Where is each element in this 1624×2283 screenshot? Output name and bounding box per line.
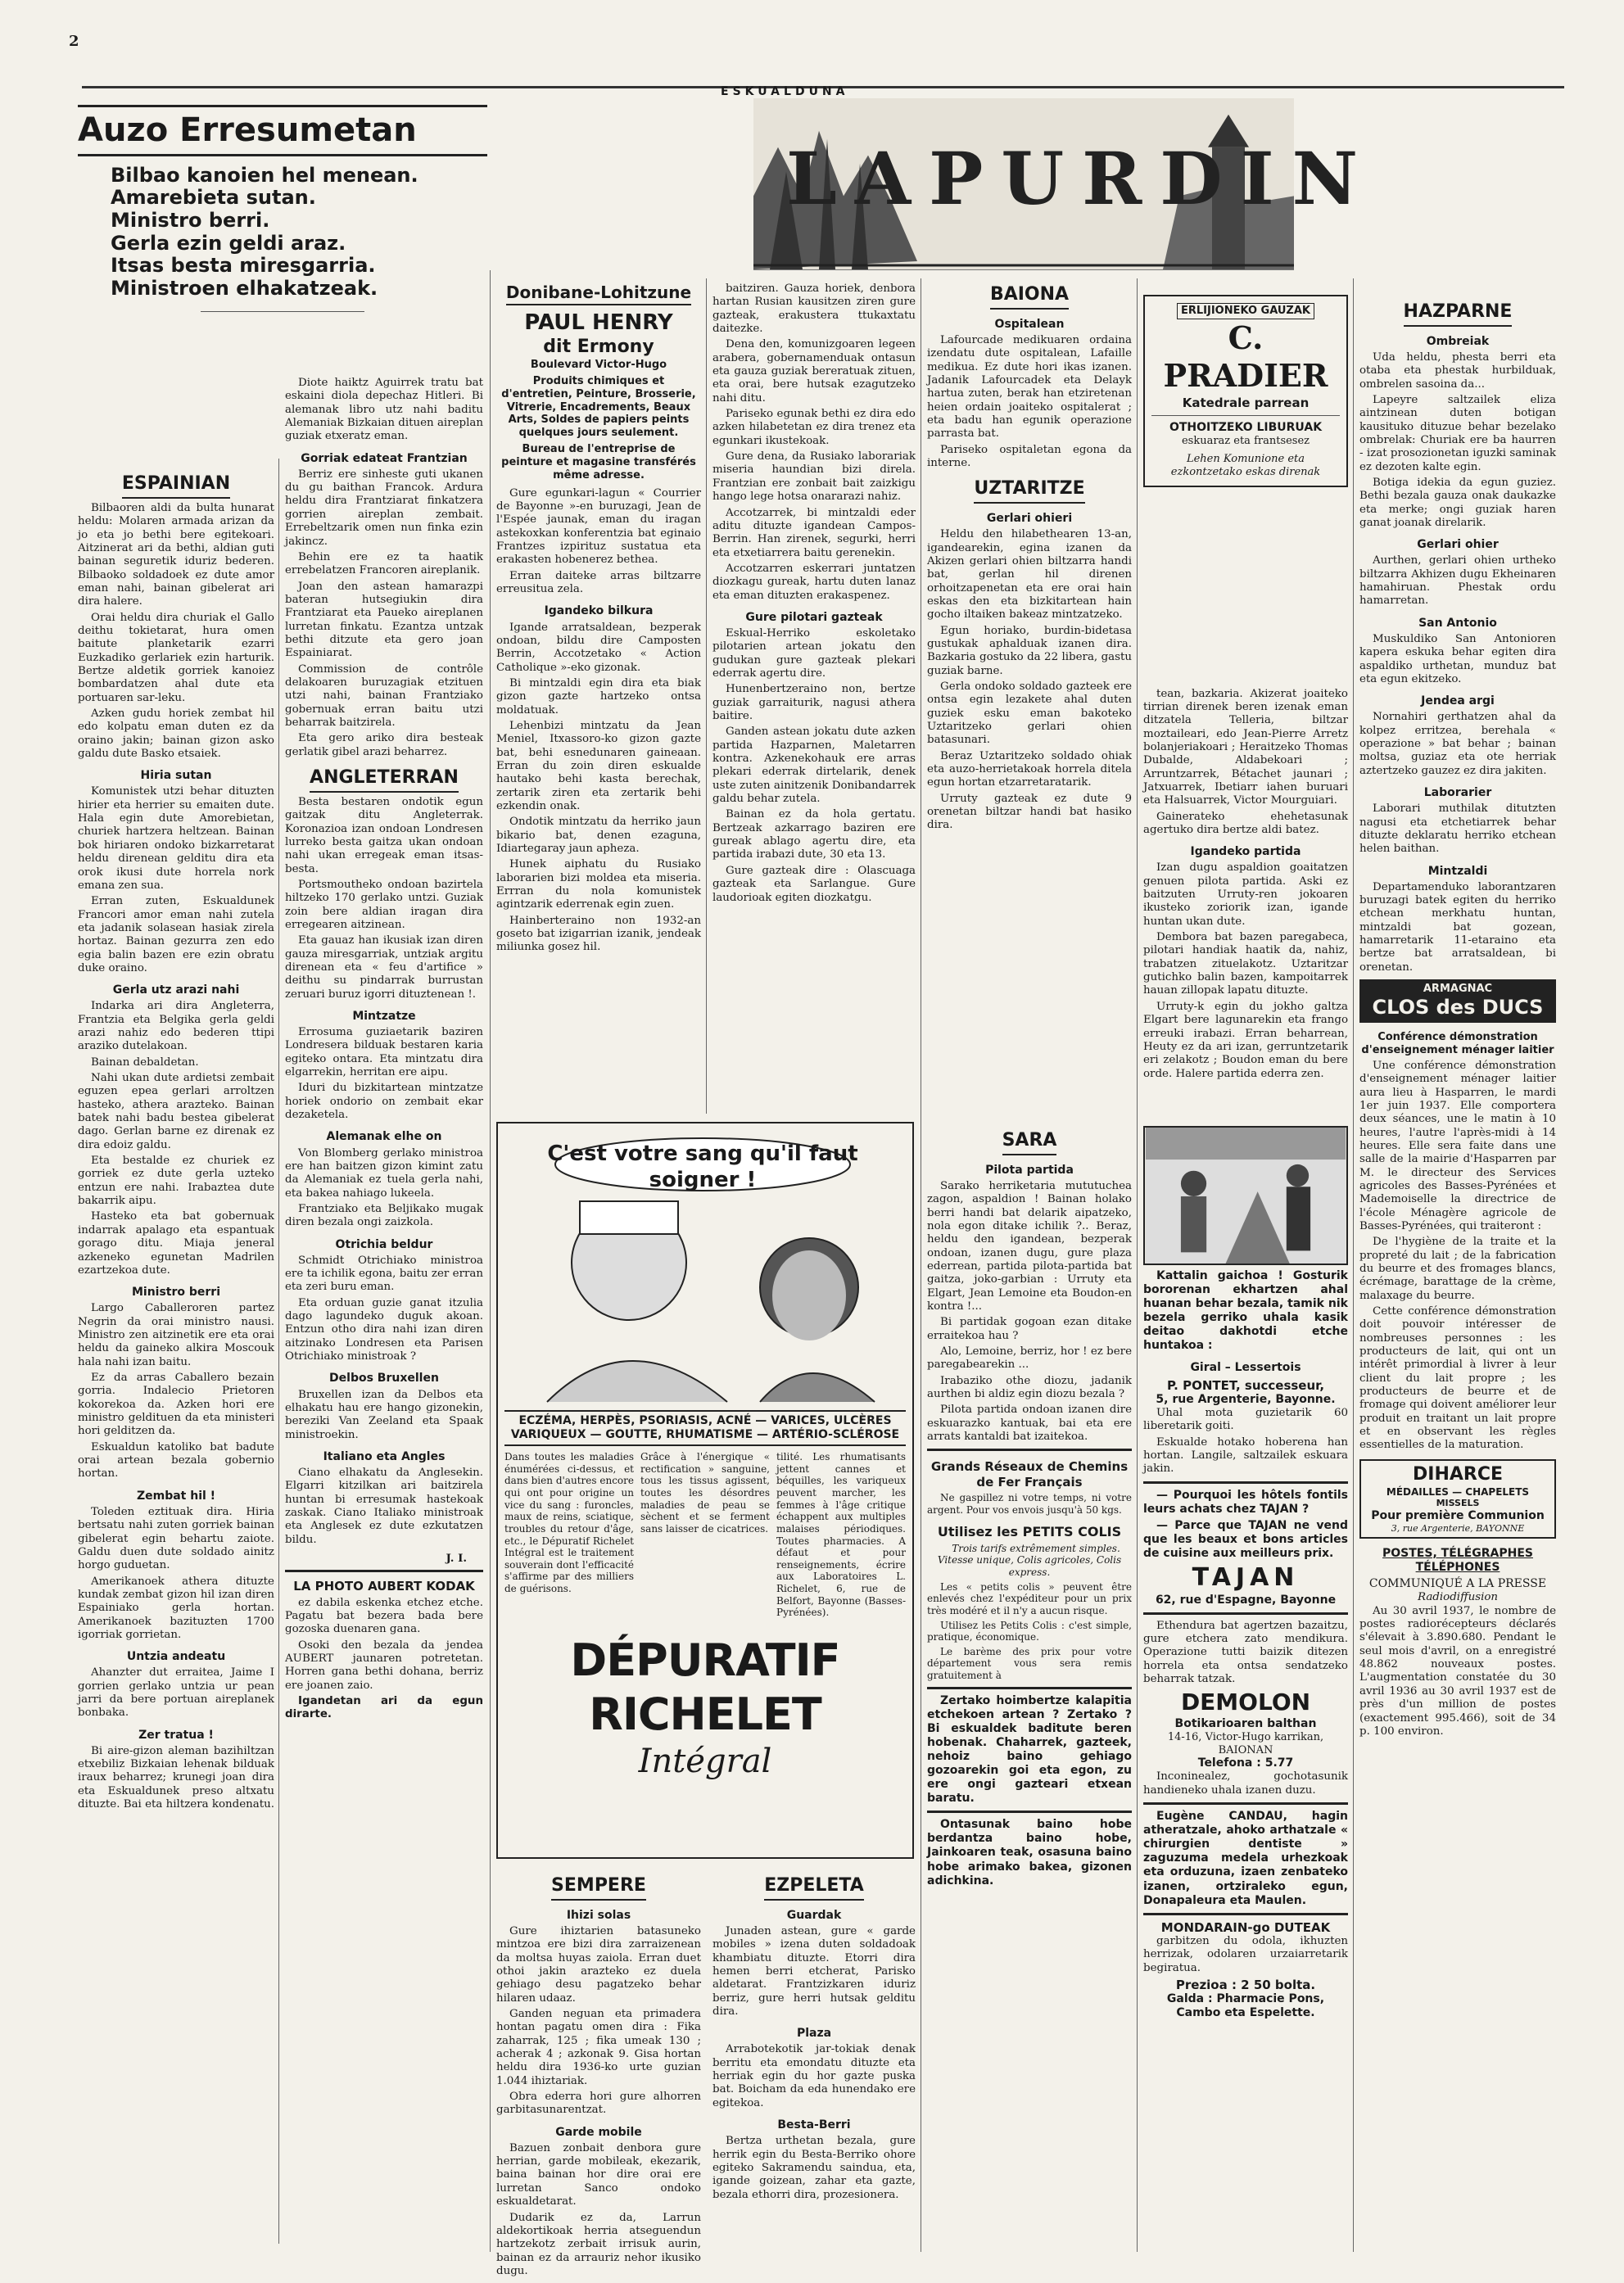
gerla-p7: Bainan debaldetan. xyxy=(91,1056,199,1069)
sempere-p1: Gure ihiztarien batasuneko mintzoa ere bizi dira zarraizenean da moltsa huyas zaiola. Erran duet othoi jakin arazteko ez duela gehiago desu pagatzeko behar hilaren udaaz. xyxy=(496,1924,701,2005)
fer-util: Utilisez les PETITS COLIS xyxy=(937,1524,1122,1540)
fer-p1: Ne gaspillez ni votre temps, ni votre argent. Pour vos envois jusqu'à 50 kgs. xyxy=(927,1492,1132,1516)
san-antonio-heading: San Antonio xyxy=(1418,616,1497,630)
sara-p1: Sarako herriketaria mututuchea zagon, aspaldion ! Bainan holako berri handi bat delarik aipatzeko, nola egon ditake ichilik ?.. Beraz, heldu den igandean, bezperak ondoan, izanen dugu, gure plaza ederrean, partida pilota-partida bat gaitza, joko-garbian : Urruty eta Elgart, Jean Lemoine eta Boudon-en kontra !... xyxy=(927,1179,1132,1313)
postes-heading: POSTES, TÉLÉGRAPHES TÉLÉPHONES xyxy=(1382,1547,1533,1575)
col3-p2: Erran daiteke arras biltzarre erreusitua zela. xyxy=(496,569,701,596)
sempere-p3: Obra ederra hori gure alhorren garbitasunarentzat. xyxy=(496,2091,701,2117)
col2-p19: Osoki den bezala da jendea AUBERT jaunaren potretetan. Horren gana bethi dohana, berriz ere joanen zaio. xyxy=(285,1639,483,1692)
column-baiona xyxy=(927,283,1132,1118)
paul-henry-dit: dit Ermony xyxy=(543,337,654,358)
clos-title: CLOS des DUCS xyxy=(1372,995,1544,1019)
col7-p4: Aurthen, gerlari ohien urtheko biltzarra Akhizen dugu Ekheinaren hamahiruan. Phestak ordu hamarretan. xyxy=(1359,554,1556,608)
col7-p8: Departamenduko laborantzaren buruzagi batek egiten du herriko etchean merkhatu huntan, mintzaldi bat gozean, hamarretarik 11-etaraino eta bertze bat arratsaldean, bi orenetan. xyxy=(1359,880,1556,974)
col6b-p2: Eskualde hotako hoberena han hortan. Langile, saltzailek eskuara jakin. xyxy=(1143,1435,1348,1476)
demolon-name: DEMOLON xyxy=(1180,1689,1311,1716)
guardak-heading: Guardak xyxy=(786,1908,842,1922)
teaser-3: Ministro berri. xyxy=(111,208,270,232)
zembat-heading: Zembat hil ! xyxy=(136,1489,216,1503)
kattalin-text: Kattalin gaichoa ! Gosturik bororenan ekhartzen ahal huanan behar bezala, tamik nik bezela gerriko uhala kasik deitao dakhotdi etche huntakoa : xyxy=(1143,1269,1348,1353)
ontasunak-ad: Ontasunak baino hobe berdantza baino hobe, Jainkoaren teak, osasuna baino hobe arimako bakea, gizonen adichkina. xyxy=(927,1818,1132,1887)
col2-p10: Errosuma guziaetarik baziren Londresera bilduak bestaren karia egiteko ontara. Eta mintzatu dira elgarrekin, herritan ere aipu. xyxy=(285,1026,483,1079)
teaser-6: Ministroen elhakatzeak. xyxy=(111,276,378,300)
gerla-heading: Gerla utz arazi nahi xyxy=(112,983,240,997)
col5-p1: Lafourcade medikuaren ordaina izendatu dute ospitalean, Lafaille medikua. Ez dute hori ikas izanen. Jadanik Lafourcadek eta Delayk hartua zuten, berak han etziretenan heien ordain joaiteko ospitalerat ; eta badu han egunik operazione parrasta bat. xyxy=(927,333,1132,441)
col5-p5: Gerla ondoko soldado gazteek ere ontsa egin lezakete ahal duten guziek esku eman bakoteko Uztaritzeko gerlari ohien batasunari. xyxy=(927,680,1132,747)
pradier-katedrale: Katedrale parrean xyxy=(1182,395,1310,410)
sang-body-right: tilité. Les rhumatisants jettent cannes et béquilles, les variqueux peuvent marcher, les femmes à l'âge critique échappent aux multiples malaises périodiques. Toutes pharmacies. A défaut et pour renseignements, écrire aux Laboratoires L. Richelet, 6, rue de Belfort, Bayonne (Basses-Pyrénées). xyxy=(776,1451,906,1619)
diharce-line3: Pour première Communion xyxy=(1371,1508,1545,1522)
hiria-heading: Hiria sutan xyxy=(140,769,212,783)
col7-p2: Lapeyre saltzailek eliza aintzinean duten botigan kausituko dituzue behar bezelako ombrelak: Churiak ere ba haurren - izat prosozionetan iguzki saminak ez dezoten kalte egin. xyxy=(1359,393,1556,473)
col7-p5: Muskuldiko San Antonioren kapera eskuka behar egiten dira aspaldiko urthetan, munduz bat eta egun ekitzeko. xyxy=(1359,632,1556,685)
col2-p13: Frantziako eta Beljikako mugak diren bezala ongi zaizkola. xyxy=(285,1202,483,1229)
col2-p6: Eta gero ariko dira besteak gerlatik gibel arazi beharrez. xyxy=(285,732,483,758)
hiria-p5: Erran zuten, Eskualdunek Francori amor eman nahi zutela eta jadanik solasean hasiak zirela hortaz. Bainan gezurra zen edo egia balin bazen ere ezin obratu duke oraino. xyxy=(78,895,274,974)
col4-p2: Dena den, komunizgoaren legeen arabera, gobernamenduak ontasun eta gauza guziak bereratuak zituen, eta orai, bere hutsak ezagutzeko nahi ditu. xyxy=(712,338,916,405)
kattalin-illustration xyxy=(1143,1126,1348,1265)
column-two xyxy=(285,377,483,2252)
sempere-p2: Ganden neguan eta primadera hontan pagatu omen dira : Fika zaharrak, 125 ; fika umeak 130 ; acherak 4 ; azkonak 9. Gisa hortan heldu dira 1936-ko urte guzian 1.044 ihiztariak. xyxy=(496,2007,701,2087)
sara-heading: SARA xyxy=(1002,1130,1057,1155)
col3-p1: Gure egunkari-lagun « Courrier de Bayonne »-en buruzagi, Jean de l'Espée jaunak, eman du iragan astekoxkan konferentzia bat eginaio Frantzes izpirituz sustatua eta erakasten hobenerez bethea. xyxy=(496,486,701,567)
gorriak-heading: Gorriak edateat Frantzian xyxy=(301,451,468,465)
teaser-5: Itsas besta miresgarria. xyxy=(111,254,376,278)
col4-p7: Eskual-Herriko eskoletako pilotarien artean jokatu den gudukan gure gazteak plekari ederrak agertu dire. xyxy=(712,626,916,680)
auzo-title: Auzo Erresumetan xyxy=(78,105,487,156)
fer-p2: Les « petits colis » peuvent être enlevés chez l'expéditeur pour un prix très modéré et il n'y a aucun risque. xyxy=(927,1580,1132,1616)
zembat-p15: Amerikanoek athera dituzte kundak zembat gizon hil izan diren Espainiako gerla hortan. Amerikanoek bazituzten 1700 igorriak gorrietan. xyxy=(78,1575,274,1641)
zer-p17: Bi aire-gizon aleman bazihiltzan etxebiliz Bizkaian lehenak bilduak iraux beharrez; krunegi joan dira eta Eskualdunek preso altxatu dituzte. Bai eta hiltzera kondenatu. xyxy=(78,1744,274,1811)
col2-p16: Bruxellen izan da Delbos eta elhakatu hau ere hango gizonekin, bereziki Van Zeeland eta Spaak ministroekin. xyxy=(285,1388,483,1441)
col4-p9: Ganden astean jokatu dute azken partida Hazparnen, Maletarren kontra. Azkenekohauk ere arras plekari ederrak dirtelarik, denek uste zuten ainitzenik Donibandarrek galdu behar zutela. xyxy=(712,726,916,806)
col2-p12: Von Blomberg gerlako ministroa ere han baitzen gizon kimint zatu da Alemaniak ez tuela gerla nahi, eta bakea nahiago lukeela. xyxy=(285,1146,483,1200)
sang-slogan: C'est votre sang qu'il faut soigner ! xyxy=(547,1142,858,1192)
diharce-ad xyxy=(1359,1459,1556,1539)
col3-p7: Hunek aiphatu du Rusiako laborarien bizi moldea eta miseria. Errran du nola komunistek agintzarik ederrenak egin zuen. xyxy=(496,858,701,911)
diharce-name: DIHARCE xyxy=(1413,1463,1503,1485)
pradier-ad xyxy=(1143,295,1348,487)
mondarain-cambo: Cambo eta Espelette. xyxy=(1176,2006,1315,2020)
gure-pilotari-heading: Gure pilotari gazteak xyxy=(745,610,883,624)
delbos-heading: Delbos Bruxellen xyxy=(329,1372,439,1386)
col3-p5: Lehenbizi mintzatu da Jean Meniel, Itxassoro-ko gizon gazte bat, behi esnedunaren gaineaan. Erran du zoin diren eskualde hautako behi kasta berechak, zertarik ziren eta zertarik behi ezkendin onak. xyxy=(496,719,701,812)
col7-p9: Une conférence démonstration d'enseignement ménager laitier aura lieu à Hasparren, le mardi 1er juin 1937. Elle comportera deux séances, une le matin à 10 heures, l'autre l'après-midi à 14 heures. Elle sera faite dans une salle de la mairie d'Hasparren par M. le directeur des Services agricoles des Basses-Pyrénées et Mademoiselle la directrice de l'école Ménagère agricole de Basses-Pyrénées, qui traiteront : xyxy=(1359,1059,1556,1232)
paper-name: ESKUALDUNA xyxy=(721,85,849,98)
diharce-line2: MISSELS xyxy=(1436,1498,1480,1509)
sang-ad xyxy=(496,1122,914,1859)
pradier-name: C. PRADIER xyxy=(1163,319,1328,395)
espainian-p1: Bilbaoren aldi da bulta hunarat heldu: Molaren armada arizan da jo eta jo bethi bere egitekoari. Aitzinerat ari da bethi, aldian guti bainan seguretik iduriz bederen. Bilbaoko soldadoek ez dute amor eman nahi, bainan gibelerat ari dira halere. xyxy=(78,501,274,608)
column-hazparne xyxy=(1359,293,1556,2250)
pontet-address: 5, rue Argenterie, Bayonne. xyxy=(1156,1392,1336,1406)
sara-p5: Pilota partida ondoan izanen dire eskuarazko kantuak, bai eta ere arrats kantaldi bat izaitekoa. xyxy=(927,1404,1132,1444)
sang-body-mid: Grâce à l'énergique « rectification » sanguine, tous les tissus agissent, toutes les désordres maladies de peau se sèchent et se ferment sans laisser de cicatrices. xyxy=(640,1451,770,1535)
column-four xyxy=(712,283,916,1118)
zertako-ad: Zertako hoimbertze kalapitia etchekoen artean ? Zertako ? Bi eskualdek baditute beren hobenak. Chaharrek, gazteek, nehoiz baino gehiago gozoarekin goi eta egon, zu ere ongi gazteari etxean baratu. xyxy=(927,1693,1132,1806)
col2-p9: Eta gauaz han ikusiak izan diren gauza miresgarriak, untziak argitu direnean eta « feu d'artifice » deithu su pindarrak burrustan zeruari buruz igorri dituztenean !. xyxy=(285,934,483,1001)
col4-p1: baitziren. Gauza horiek, denbora hartan Rusian kausitzen ziren gure gazteak, erakustera ttukaxtatu daitezke. xyxy=(712,283,916,336)
pradier-lehen: Lehen Komunione eta ezkontzetako eskas direnak xyxy=(1170,452,1321,478)
col3-p8: Hainberteraino non 1932-an goseto bat izigarrian izanik, jendeak miliunka gosez hil. xyxy=(496,914,701,954)
col6-p5: Urruty-k egin du jokho galtza Elgart bere lagunarekin eta frango erreuki irabazi. Erran beharrean, Heuty ez da ari izan, gerruntzetarik eri zelakotz ; Boudon eman du bere orde. Halere partida ederra zen. xyxy=(1143,1000,1348,1080)
gerla-p6: Indarka ari dira Angleterra, Frantzia eta Belgika gerla geldi arazi nahiz edo bederen ttipi araziko dutelakoan. xyxy=(78,1000,274,1053)
column-sara xyxy=(927,1122,1132,2252)
baiona-heading: BAIONA xyxy=(990,284,1069,310)
col2-p14: Schmidt Otrichiako ministroa ere ta ichilik egona, baitu zer erran eta zeri buru eman. xyxy=(285,1254,483,1294)
hiria-p4: Komunistek utzi behar dituzten hirier eta herrier su emaiten dute. Hala egin dute Amorebietan, churiek hartzera heltzean. Bainan bok hiriaren ondoko bizkarretarat heldu direnean gelditu dira eta orok ikusi dute horrela nork emana zen sua. xyxy=(78,785,274,892)
signature: J. I. xyxy=(446,1552,467,1566)
gerla-p9: Eta bestalde ez churiek ez gorriek ez dute gerla uzteko entzun ere nahi. Irabaztea dute bakarrik aipu. xyxy=(78,1155,274,1208)
col2-p1: Diote haiktz Aguirrek tratu bat eskaini diola depechaz Hitleri. Bi alemanak libro utz nahi baditu Alemaniak Bizkaian dituen aireplan guziak etxeratz eman. xyxy=(285,377,483,443)
col4-p4: Gure dena, da Rusiako laborariak miseria haundian bizi direla. Frantzian ere zonbait bait zaizkigu hango lege hotsa onararazi nahiz. xyxy=(712,450,916,504)
ministro-p12: Ez da arras Caballero bezain gorria. Indalecio Prietoren kokorekoa da. Azken hori ere ministro geldituen da eta ministeri hori gelditzen da. xyxy=(78,1372,274,1438)
col2-p20: Igandetan ari da egun dirarte. xyxy=(285,1695,483,1721)
demolon-line2: Botikarioaren balthan xyxy=(1174,1716,1317,1730)
sempere-heading: SEMPERE xyxy=(551,1875,646,1901)
col3-p3: Igande arratsaldean, bezperak ondoan, bildu dire Camposten Berrin, Accotzetako « Action Catholique »-eko gizonak. xyxy=(496,621,701,674)
sang-body-left: Dans toutes les maladies énumérées ci-dessus, et dans bien d'autres encore qui ont pour origine un vice du sang : furoncles, maux de reins, sciatique, troubles du retour d'âge, etc., le Dépuratif Richelet Intégral est le traitement souverain dont l'efficacité s'affirme par des milliers de guérisons. xyxy=(504,1451,634,1595)
column-six-bottom xyxy=(1143,1269,1348,2252)
mintzaldi-heading: Mintzaldi xyxy=(1427,864,1488,878)
teaser-1: Bilbao kanoien hel menean. xyxy=(111,163,418,187)
sara-p3: Alo, Lemoine, berriz, hor ! ez bere paregabearekin ... xyxy=(927,1345,1132,1372)
mondarain-price: Prezioa : 2 50 bolta. xyxy=(1175,1978,1316,1993)
col6-p1: tean, bazkaria. Akizerat joaiteko tirrian direnek beren izenak eman ditzatela Telleria, biltzar moztaileari, edo Jean-Pierre Arretz bolanjeriakoari ; Heraitzeko Thomas Dubalde, Aldabekoari ; Arruntzarrek, Bétachet jaunari ; Jatxuarrek, Ibetiarr iahen buruari eta Halsuarrek, Victor Mourguiari. xyxy=(1143,687,1348,807)
gerlari-ohieri-heading: Gerlari ohieri xyxy=(986,512,1073,526)
radio-heading: Radiodiffusion xyxy=(1417,1591,1499,1604)
garde-heading: Garde mobile xyxy=(555,2125,642,2139)
col7-p3: Botiga idekia da egun guziez. Bethi bezala gauza onak daukazke eta merke; ongi guziak haren ganat joanak direlarik. xyxy=(1359,477,1556,530)
untzia-p16: Ahanzter dut erraitea, Jaime I gorrien gerlako untzia ur pean jarri da bere portuan aireplanek bonbaka. xyxy=(78,1666,274,1720)
sempere-p4: Bazuen zonbait denbora gure herrian, garde mobileak, ekezarik, baina bainan hor dire orai ere lurretan Sanco ondoko eskualdetarat. xyxy=(496,2141,701,2208)
pilota-partida-heading: Pilota partida xyxy=(985,1163,1074,1177)
ministro-p11: Largo Caballeroren partez Negrin da orai ministro nausi. Ministro zen aitzinetik ere eta orai heldu da gaineko alkira Moscouk hala nahi izan baitu. xyxy=(78,1302,274,1368)
hazparne-heading: HAZPARNE xyxy=(1404,301,1513,327)
col2-p11: Iduri du bizkitartean mintzatze horiek ondorio on zembait ekar dezaketela. xyxy=(285,1082,483,1122)
col4-p6: Accotzarren eskerrari juntatzen diozkagu gureak, hartu duten lanaz eta eman dituzten erakaspenez. xyxy=(712,562,916,602)
col4-p3: Pariseko egunak bethi ez dira edo azken hilabetetan ez dira trenez eta egunkari ikustekoak. xyxy=(712,408,916,447)
teaser-4: Gerla ezin geldi araz. xyxy=(111,231,346,255)
col7-p7: Laborari muthilak ditutzten nagusi eta etchetiarrek behar dituzte deklaratu herriko etchean helen baithan. xyxy=(1359,802,1556,856)
clos-des-ducs-ad xyxy=(1359,979,1556,1023)
demolon-line4: Telefona : 5.77 xyxy=(1197,1756,1294,1770)
diharce-line4: 3, rue Argenterie, BAYONNE xyxy=(1391,1522,1525,1534)
tajan-parce: — Parce que TAJAN ne vend que les beaux et bons articles de cuisine aux meilleurs prix. xyxy=(1143,1518,1348,1560)
col2-p5: Commission de contrôle delakoaren buruzagiak etzituen utzi nahi, bainan Frantziako gobernuak erran baitu utzi beharrak baitzirela. xyxy=(285,662,483,729)
col6b-p5: garbitzen du odola, ikhuzten herrizak, odolaren urzaiarretarik begiratua. xyxy=(1143,1934,1348,1974)
fer-tarifs: Trois tarifs extrêmement simples. Vitesse unique, Colis agricoles, Colis express. xyxy=(937,1542,1122,1579)
gerla-p10: Hasteko eta bat gobernuak indarrak apalago eta espantuak gorago ditu. Miaja jeneral azkeneko egunetan Madrilen ezartzekoa dute. xyxy=(78,1210,274,1277)
mondarain-galda: Galda : Pharmacie Pons, xyxy=(1166,1992,1325,2006)
col3-p6: Ondotik mintzatu da herriko jaun bikario bat, denen ezaguna, Idiartegaray jaun apheza. xyxy=(496,816,701,855)
sara-p4: Irabaziko othe diozu, jadanik aurthen bi aldiz egin diozu bezala ? xyxy=(927,1374,1132,1401)
col2-p15: Eta orduan guzie ganat itzulia dago lagundeko duguk akoan. Entzun otho dira nahi izan diren aitzinako Londresen eta Parisen Otrichiako ministroak ? xyxy=(285,1296,483,1363)
depuratif-richelet: DÉPURATIF RICHELET xyxy=(570,1634,840,1740)
paul-henry-name: PAUL HENRY xyxy=(524,310,673,336)
igandeko-heading: Igandeko bilkura xyxy=(544,604,654,618)
giral-heading: Giral – Lessertois xyxy=(1190,1361,1301,1375)
col6b-p4: Inconinealez, gochotasunik handieneko uhala izanen duzu. xyxy=(1143,1770,1348,1797)
espainian-p3: Azken gudu horiek zembat hil edo kolpatu eman duten ez da oraino jakin; bainan gizon asko galdu dute Basko etsaiek. xyxy=(78,707,274,761)
sang-eczema: ECZÉMA, HERPÈS, PSORIASIS, ACNÉ — VARICES, ULCÈRES VARIQUEUX — GOUTTE, RHUMATISME — ARTÉRIO-SCLÉROSE xyxy=(504,1410,906,1446)
clos-armagnac: ARMAGNAC xyxy=(1423,983,1493,996)
untzia-heading: Untzia andeatu xyxy=(126,1650,226,1664)
candau-ad: Eugène CANDAU, hagin atheratzale, ahoko arthatzale « chirurgien dentiste » zaguzuma medela urhezkoak eta orduzuna, izaen zenbateko izanen, ortziraleko egun, Donapaleura eta Maulen. xyxy=(1143,1810,1348,1907)
col7-p10: De l'hygiène de la traite et la propreté du lait ; de la fabrication du beurre et des fromages blancs, écrémage, barattage de la crème, malaxage du beurre. xyxy=(1359,1236,1556,1302)
otrichia-heading: Otrichia beldur xyxy=(335,1237,433,1251)
integral-label: Intégral xyxy=(638,1742,772,1780)
col6b-p3: Ethendura bat agertzen bazaitzu, gure etchera zato mendikura. Operazione tutti baizik ditezen horrela eta ontsa sendatzeko beharrak tatzak. xyxy=(1143,1619,1348,1686)
col2-p18: ez dabila eskenka etchez etche. Pagatu bat bezera bada bere gozoska duenaren gana. xyxy=(285,1596,483,1636)
paul-henry-bureau: Bureau de l'entreprise de peinture et magasine transférés même adresse. xyxy=(501,443,696,481)
ezpeleta-p2: Arrabotekotik jar-tokiak denak berritu eta emondatu dituzte eta herriak egin du hor gazte puska bat. Boicham da eda hunendako ere egitekoa. xyxy=(712,2043,916,2109)
ihizi-heading: Ihizi solas xyxy=(566,1908,631,1922)
pradier-othoitzeko: OTHOITZEKO LIBURUAK xyxy=(1169,420,1323,434)
column-sempere xyxy=(496,1867,701,2277)
pontet-name: P. PONTET, successeur, xyxy=(1166,1377,1325,1393)
sara-p2: Bi partidak gogoan ezan ditake erraitekoa hau ? xyxy=(927,1316,1132,1342)
fer-title: Grands Réseaux de Chemins de Fer Français xyxy=(930,1459,1129,1490)
mintzatze-heading: Mintzatze xyxy=(352,1010,416,1023)
col3-p4: Bi mintzaldi egin dira eta biak gizon gazte hartzeko ontsa moldatuak. xyxy=(496,676,701,717)
demolon-line3: 14-16, Victor-Hugo karrikan, BAIONAN xyxy=(1167,1730,1324,1756)
mondarain-heading: MONDARAIN-go DUTEAK xyxy=(1160,1919,1331,1935)
uztaritze-heading: UZTARITZE xyxy=(974,478,1084,504)
col7-p12: Au 30 avril 1937, le nombre de postes radiorécepteurs déclarés s'élevait à 3.890.680. Pendant le seul mois d'avril, on a enregistré 48.862 nouveaux postes. L'augmentation constatée du 30 avril 1936 au 30 avril 1937 est de près d'un million de postes (exactement 995.466), soit de 34 p. 100 environ. xyxy=(1359,1604,1556,1738)
tajan-address: 62, rue d'Espagne, Bayonne xyxy=(1155,1593,1337,1607)
col4-p10: Bainan ez da hola gertatu. Bertzeak azkarrago baziren ere gureak ablago agertu dire, eta partida irabazi dute, 30 eta 13. xyxy=(712,808,916,861)
angleterran-heading: ANGLETERRAN xyxy=(310,767,459,793)
masthead-title: LAPURDIN xyxy=(786,136,1377,221)
col6-p2: Gainerateko ehehetasunak agertuko dira bertze aldi batez. xyxy=(1143,810,1348,836)
col2-p2: Berriz ere sinheste guti ukanen du gu baithan Francok. Ardura heldu dira Frantziarat finkatzera gorrien aireplan zembait. Errebeltzarik omen nun finka ezin jakincz. xyxy=(285,468,483,548)
espainian-heading: ESPAINIAN xyxy=(122,473,230,499)
col5-p2: Pariseko ospitaletan egona da interne. xyxy=(927,443,1132,469)
column-ezpeleta xyxy=(712,1867,916,2252)
igandeko-partida-heading: Igandeko partida xyxy=(1190,845,1301,859)
col5-p3: Heldu den hilabethearen 13-an, igandearekin, egina izanen da Akizen gerlari ohien biltzarra handi bat, gerlan hil direnen orhoitzapenetan eta ere orai hain eskas den eta bizkitartean hain gocho iltaiken bakeaz mintzatzeko. xyxy=(927,528,1132,622)
paul-henry-address: Boulevard Victor-Hugo xyxy=(530,358,667,371)
gerla-p8: Nahi ukan dute ardietsi zembait eguzen epea gerlari arroltzen hasteko, athera arazteko. Bainan batek nahi badu bestea gibelerat dago. Gerlan barne ez direnak ez dira edoiz galdu. xyxy=(78,1072,274,1151)
col4-p11: Gure gazteak dire : Olascuaga gazteak eta Sarlangue. Gure laudorioak egiten diozkatgu. xyxy=(712,864,916,904)
col6-p4: Dembora bat bazen paregabeca, pilotari handiak haatik da, nahiz, trabatzen zituelakotz. Uztaritzar gutichko balin bazen, kampoitarrek hauan zillopak lapatu dituzte. xyxy=(1143,931,1348,997)
alemanak-heading: Alemanak elhe on xyxy=(326,1130,442,1144)
col2-p17: Ciano elhakatu da Anglesekin. Elgarri kitzilkan ari baitzirela huntan bi erresumak hastekoak zaskak. Ciano Italiako ministroak eta Anglesek ez dute ezkutatzen bildu. xyxy=(285,1466,483,1546)
col7-p1: Uda heldu, phesta berri eta otaba eta phestak hurbilduak, ombrelen sasoina da... xyxy=(1359,350,1556,391)
laborarier-heading: Laborarier xyxy=(1423,786,1492,800)
fer-p4: Le barème des prix pour votre département vous sera remis gratuitement à xyxy=(927,1645,1132,1682)
column-six xyxy=(1143,295,1348,1122)
col2-p3: Behin ere ez ta haatik errebelatzen Francoren aireplanik. xyxy=(285,550,483,577)
col2-p7: Besta bestaren ondotik egun gaitzak ditu Angleterrak. Koronazioa izan ondoan Londresen lurreko besta gaitza ukan ondoan nahi ukan erregeak eman itsas-besta. xyxy=(285,795,483,875)
ezpeleta-p3: Bertza urthetan bezala, gure herrik egin du Besta-Berriko ohore egiteko Sakramendu saindua, eta, igande goizean, zahar eta gazte, bezala ethorri dira, prozesionera. xyxy=(712,2135,916,2201)
col7-p11: Cette conférence démonstration doit pouvoir intéresser de nombreuses personnes : les producteurs de lait, qui ont un intérêt primordial à livrer à leur client du lait propre ; les producteurs de beurre et de fromage qui doivent améliorer leur produit en traitant un lait propre et en observant les règles essentielles de la maturation. xyxy=(1359,1305,1556,1452)
ezpeleta-p1: Junaden astean, gure « garde mobiles » izena duten soldadoak khambiatu dituzte. Etorri dira hemen berri etcherat, Parisko aldetarat. Frantzizkaren iduriz berriz, gure herri hutsak gelditu dira. xyxy=(712,1924,916,2018)
erlijioneko-label: ERLIJIONEKO GAUZAK xyxy=(1177,303,1314,319)
zembat-p14: Toleden eztituak dira. Hiria bertsatu nahi zuten gorriek bainan gibelerat egin behartu zaiote. Galdu duen dute soldado ainitz horgo guduetan. xyxy=(78,1505,274,1572)
page-number: 2 xyxy=(66,33,83,51)
sempere-p5: Dudarik ez da, Larrun aldekortikoak herria atseguendun hartzekotz zerbait irrisuk aurin, bainan ez da arrauriz nehor ikusiko dugu. xyxy=(496,2211,701,2277)
col6-p3: Izan dugu aspaldion goaitatzen genuen pilota partida. Aski ez baitzuten Urruty-ren jokoaren ikusteko zoriorik izan, igande huntan ukan dute. xyxy=(1143,861,1348,928)
ministro-heading: Ministro berri xyxy=(131,1286,221,1300)
pradier-eskuaraz: eskuaraz eta frantsesez xyxy=(1181,434,1310,447)
col5-p6: Beraz Uztaritzeko soldado ohiak eta auzo-herrietakoak horrela ditela egun hortan etzarretaratarik. xyxy=(927,749,1132,789)
col4-p8: Hunenbertzeraino non, bertze guziak garraiturik, nagusi athera baitire. xyxy=(712,683,916,723)
col2-p4: Joan den astean hamarazpi bateran hutsegiukin dira Frantziarat eta Paueko aireplanen lurretan finkatu. Ezantza untzak bethi ditzute eta gero joan Espainiarat. xyxy=(285,580,483,660)
italiano-heading: Italiano eta Angles xyxy=(323,1449,446,1463)
ministro-p13: Eskualdun katoliko bat badute orai artean bezala gobernio hortan. xyxy=(78,1440,274,1481)
ospitalean-heading: Ospitalean xyxy=(994,317,1065,331)
fer-p3: Utilisez les Petits Colis : c'est simple, pratique, économique. xyxy=(927,1619,1132,1643)
espainian-p2: Orai heldu dira churiak el Gallo deithu tokietarat, hura omen baitute planketarik ezarri Euzkadiko gerlariek ezin harturik. Bertze aldetik gorriek kanoiez bombardatzen ahal dute eta portuaren sar-leku. xyxy=(78,611,274,704)
tajan-pourquoi: — Pourquoi les hôtels fontils leurs achats chez TAJAN ? xyxy=(1143,1488,1348,1516)
diharce-line1: MÉDAILLES — CHAPELETS xyxy=(1386,1485,1530,1498)
photo-aubert-title: LA PHOTO AUBERT KODAK xyxy=(293,1579,475,1594)
col5-p7: Urruty gazteak ez dute 9 orenetan biltzar handi bat hasiko dira. xyxy=(927,792,1132,832)
conference-heading: Conférence démonstration d'enseignement ménager laitier xyxy=(1361,1031,1554,1056)
teaser-2: Amarebieta sutan. xyxy=(111,186,316,210)
gerlari-ohier-heading: Gerlari ohier xyxy=(1417,538,1499,552)
tajan-brand: TAJAN xyxy=(1192,1563,1300,1593)
zer-heading: Zer tratua ! xyxy=(138,1728,214,1742)
column-donibane xyxy=(496,274,701,1118)
col7-p6: Nornahiri gerthatzen ahal da kolpez erritzea, berehala « operazione » bat behar ; bainan moltsa, guziaz eta ote herriak aztertzeko gauzez ez dira jakiten. xyxy=(1359,711,1556,777)
col5-p4: Egun horiako, burdin-bidetasa gustukak aphalduak izanen dira. Bazkaria gostuko da 22 libera, gastu guziak barne. xyxy=(927,624,1132,677)
jendea-heading: Jendea argi xyxy=(1421,694,1495,708)
paul-henry-desc: Produits chimiques et d'entretien, Peinture, Brosserie, Vitrerie, Encadrements, Beaux Arts, Soldes de papiers peints quelques jours seulement. xyxy=(501,374,696,440)
col2-p8: Portsmoutheko ondoan bazirtela hiltzeko 170 gerlako untzi. Guziak zoin bere aldian iragan dira erregearen aitzinean. xyxy=(285,878,483,931)
communique-heading: COMMUNIQUÉ A LA PRESSE xyxy=(1368,1577,1547,1591)
col4-p5: Accotzarrek, bi mintzaldi eder aditu dituzte igandean Campos-Berrin. Han zirenek, segurki, herri eta etxetiarrera baitu gerenekin. xyxy=(712,506,916,559)
col6b-p1: Uhal mota guzietarik 60 liberetarik goiti. xyxy=(1143,1406,1348,1433)
plaza-heading: Plaza xyxy=(796,2027,832,2041)
donibane-heading: Donibane-Lohitzune xyxy=(506,283,691,305)
besta-heading: Besta-Berri xyxy=(777,2118,851,2132)
ezpeleta-heading: EZPELETA xyxy=(764,1875,864,1901)
ombreiak-heading: Ombreiak xyxy=(1426,334,1490,348)
